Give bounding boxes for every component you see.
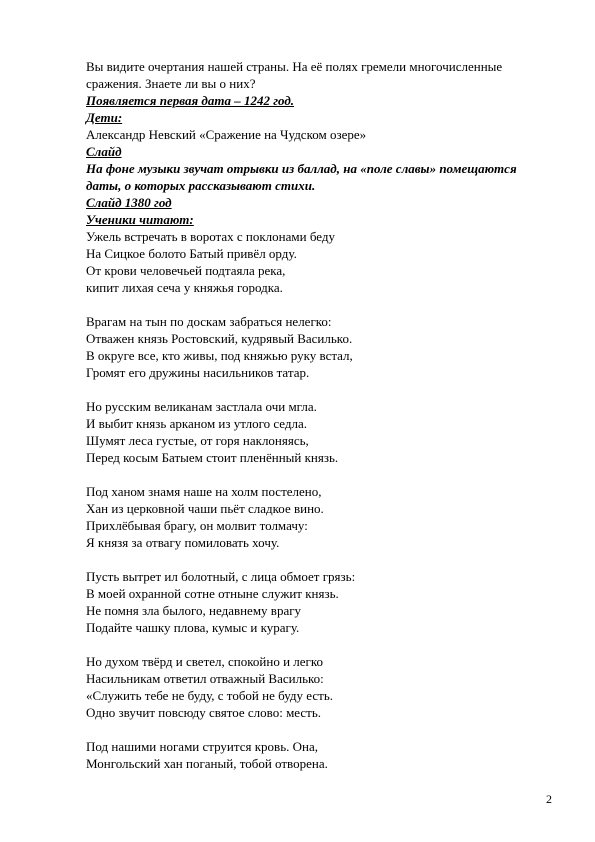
poem-line: Насильникам ответил отважный Василько: <box>86 671 324 686</box>
slide-label: Слайд <box>86 144 122 159</box>
poem-line: На Сицкое болото Батый привёл орду. <box>86 246 297 261</box>
poem-line: Одно звучит повсюду святое слово: месть. <box>86 705 322 720</box>
poem-line: И выбит князь арканом из утлого седла. <box>86 416 308 431</box>
poem-line: Врагам на тын по доскам забраться нелегко: <box>86 314 332 329</box>
poem-line: В округе все, кто живы, под княжью руку встал, <box>86 348 353 363</box>
poem-line: «Служить тебе не буду, с тобой не буду есть. <box>86 688 334 703</box>
poem-line: Ужель встречать в воротах с поклонами беду <box>86 229 335 244</box>
first-date-heading: Появляется первая дата – 1242 год. <box>86 93 295 108</box>
poem-stanza <box>86 568 556 636</box>
poem-line: От крови человечьей подтаяла река, <box>86 263 286 278</box>
intro-line-1: Вы видите очертания нашей страны. На её полях гремели многочисленные <box>86 59 503 74</box>
stanza-gap <box>86 721 556 738</box>
children-text: Александр Невский «Сражение на Чудском озере» <box>86 127 367 142</box>
poem-line: В моей охранной сотне отныне служит князь. <box>86 586 339 601</box>
poem-line: кипит лихая сеча у княжья городка. <box>86 280 283 295</box>
music-note-line-2: даты, о которых рассказывают стихи. <box>86 178 316 193</box>
page-number: 2 <box>546 792 552 806</box>
slide-1380-heading: Слайд 1380 год <box>86 195 172 210</box>
poem-line: Я князя за отвагу помиловать хочу. <box>86 535 280 550</box>
poem-line: Но духом твёрд и светел, спокойно и легко <box>86 654 324 669</box>
poem-line: Пусть вытрет ил болотный, с лица обмоет грязь: <box>86 569 356 584</box>
poem-stanza <box>86 738 556 772</box>
poem-line: Перед косым Батыем стоит пленённый князь. <box>86 450 339 465</box>
poem-line: Не помня зла былого, недавнему врагу <box>86 603 302 618</box>
poem-line: Но русским великанам застлала очи мгла. <box>86 399 317 414</box>
poem-stanza <box>86 313 556 381</box>
poem-stanza <box>86 653 556 721</box>
page-content <box>86 58 556 772</box>
poem-line: Прихлёбывая брагу, он молвит толмачу: <box>86 518 308 533</box>
poem-line: Хан из церковной чаши пьёт сладкое вино. <box>86 501 324 516</box>
stanza-gap <box>86 296 556 313</box>
stanza-gap <box>86 381 556 398</box>
stanza-gap <box>86 636 556 653</box>
poem-line: Громят его дружины насильников татар. <box>86 365 310 380</box>
poem-line: Монгольский хан поганый, тобой отворена. <box>86 756 328 771</box>
stanza-gap <box>86 466 556 483</box>
poem-line: Под ханом знамя наше на холм постелено, <box>86 484 322 499</box>
stanza-gap <box>86 551 556 568</box>
poem-line: Подайте чашку плова, кумыс и курагу. <box>86 620 300 635</box>
students-label: Ученики читают: <box>86 212 194 227</box>
poem-stanza <box>86 483 556 551</box>
poem-line: Шумят леса густые, от горя наклоняясь, <box>86 433 309 448</box>
intro-line-2: сражения. Знаете ли вы о них? <box>86 76 256 91</box>
poem-stanza <box>86 228 556 296</box>
poem-line: Под нашими ногами струится кровь. Она, <box>86 739 318 754</box>
music-note-line-1: На фоне музыки звучат отрывки из баллад, на «поле славы» помещаются <box>86 161 517 176</box>
poem-stanza <box>86 398 556 466</box>
children-label: Дети: <box>86 110 123 125</box>
poem-line: Отважен князь Ростовский, кудрявый Василько. <box>86 331 353 346</box>
